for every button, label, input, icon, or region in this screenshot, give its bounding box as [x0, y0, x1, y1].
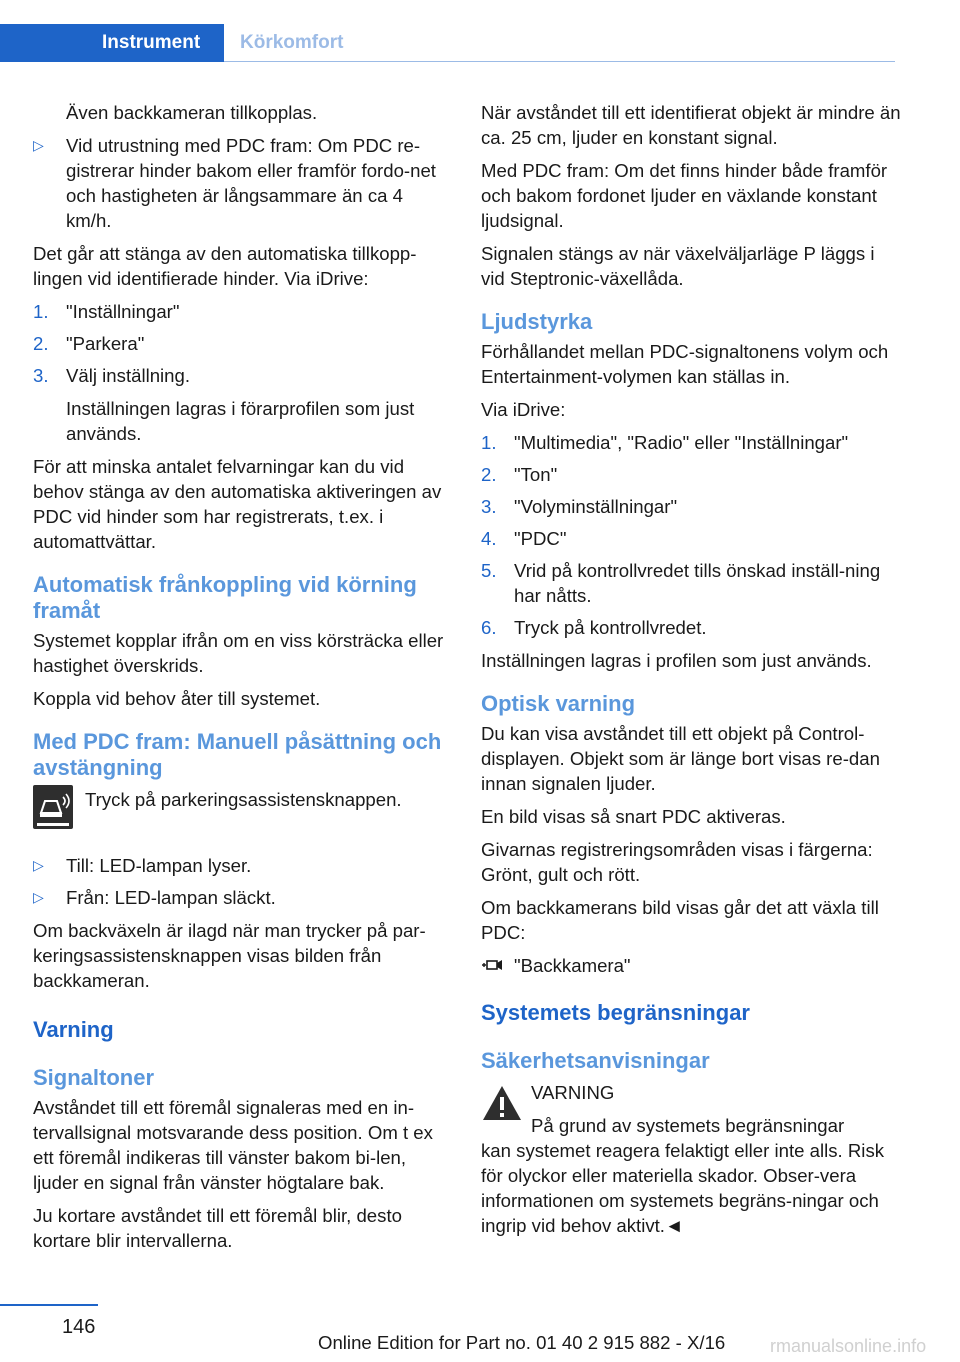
step-number: 4.: [481, 528, 497, 549]
parking-assist-button-icon: [33, 785, 73, 829]
list-item-text: "PDC": [514, 528, 567, 549]
paragraph: Avståndet till ett föremål signaleras med en in-tervallsignal motsvarande dess position. Om t ex ett föremål indikeras till vänster bakom bi-len, ljuder en signal från vänster högtalare bak.: [33, 1097, 433, 1193]
paragraph: Även backkameran tillkopplas.: [66, 102, 318, 123]
tab-instrument[interactable]: Instrument: [102, 32, 201, 53]
step-number: 2.: [33, 333, 49, 354]
list-item-text: "Multimedia", "Radio" eller "Inställningar": [514, 432, 849, 453]
triangle-bullet-icon: ▷: [33, 137, 44, 153]
paragraph: Via iDrive:: [481, 399, 566, 420]
list-item: [481, 558, 901, 608]
list-item: [481, 462, 901, 487]
section-heading: Varning: [33, 1017, 114, 1042]
list-item-text: "Parkera": [66, 333, 145, 354]
paragraph: En bild visas så snart PDC aktiveras.: [481, 806, 786, 827]
edition-note: Online Edition for Part no. 01 40 2 915 882 - X/16: [318, 1332, 726, 1353]
list-item: [481, 615, 901, 640]
paragraph: Om backväxeln är ilagd när man trycker på par-keringsassistensknappen visas bilden från backkameran.: [33, 920, 426, 991]
warning-triangle-icon: [481, 1084, 523, 1122]
warning-block: [481, 1080, 901, 1238]
paragraph: När avståndet till ett identifierat objekt är mindre än ca. 25 cm, ljuder en konstant signal.: [481, 102, 901, 148]
list-item-text: Till: LED-lampan lyser.: [66, 855, 252, 876]
tab-korkomfort[interactable]: [224, 24, 895, 62]
watermark: rmanualsonline.info: [770, 1336, 927, 1356]
section-heading: Signaltoner: [33, 1065, 155, 1090]
list-item: [481, 430, 901, 455]
paragraph: Ju kortare avståndet till ett föremål blir, desto kortare blir intervallerna.: [33, 1205, 402, 1251]
step-number: 1.: [33, 301, 49, 322]
list-item-text: Välj inställning.: [66, 365, 191, 386]
triangle-list: [33, 133, 451, 233]
left-column: [33, 100, 451, 1261]
paragraph: Signalen stängs av när växelväljarläge P läggs i vid Steptronic-växellåda.: [481, 243, 875, 289]
list-item-text: Från: LED-lampan släckt.: [66, 887, 276, 908]
step-number: 6.: [481, 617, 497, 638]
step-number: 1.: [481, 432, 497, 453]
list-item: [33, 363, 451, 388]
backup-camera-row: [481, 953, 901, 978]
paragraph: Förhållandet mellan PDC-signaltonens volym och Entertainment-volymen kan ställas in.: [481, 341, 889, 387]
warning-body: kan systemet reagera felaktigt eller inte alls. Risk för olyckor eller materiella skador. Obser-vera informationen om systemets begräns-ningar och ingrip vid behov aktivt.◄: [481, 1140, 885, 1236]
list-item: [33, 133, 451, 233]
step-number: 5.: [481, 560, 497, 581]
paragraph: Det går att stänga av den automatiska tillkopp-lingen vid identifierade hinder. Via iDrive:: [33, 243, 417, 289]
step-number: 3.: [33, 365, 49, 386]
step-note: Inställningen lagras i förarprofilen som just används.: [66, 398, 415, 444]
list-item: [481, 494, 901, 519]
list-item-text: "Inställningar": [66, 301, 180, 322]
paragraph: Du kan visa avståndet till ett objekt på Control-displayen. Objekt som är länge bort visas re-dan innan signalen ljuder.: [481, 723, 880, 794]
list-item-text: Tryck på kontrollvredet.: [514, 617, 707, 638]
paragraph: Med PDC fram: Om det finns hinder både framför och bakom fordonet ljuder en växlande konstant ljudsignal.: [481, 160, 888, 231]
footer-rule: [0, 1304, 98, 1306]
numbered-list: [33, 299, 451, 388]
paragraph: Inställningen lagras i profilen som just används.: [481, 650, 872, 671]
list-item: [33, 885, 451, 910]
list-item: [33, 853, 451, 878]
triangle-list: [33, 853, 451, 910]
list-item-text: "Ton": [514, 464, 558, 485]
section-heading: Säkerhetsanvisningar: [481, 1048, 710, 1073]
tab-korkomfort-label: Körkomfort: [240, 32, 344, 53]
section-heading: Optisk varning: [481, 691, 636, 716]
section-heading: Systemets begränsningar: [481, 1000, 750, 1025]
warning-line: På grund av systemets begränsningar: [531, 1115, 845, 1136]
list-item: [33, 331, 451, 356]
step-number: 2.: [481, 464, 497, 485]
list-item-text: "Volyminställningar": [514, 496, 678, 517]
paragraph: Koppla vid behov åter till systemet.: [33, 688, 321, 709]
triangle-bullet-icon: ▷: [33, 857, 44, 873]
backup-camera-icon: [481, 956, 503, 974]
list-item-text: Vrid på kontrollvredet tills önskad inställ-ning har nåtts.: [514, 560, 881, 606]
paragraph: Systemet kopplar ifrån om en viss körsträcka eller hastighet överskrids.: [33, 630, 444, 676]
page-header: [0, 0, 895, 62]
icon-description: Tryck på parkeringsassistensknappen.: [85, 789, 402, 810]
paragraph: Givarnas registreringsområden visas i färgerna: Grönt, gult och rött.: [481, 839, 873, 885]
section-heading: Automatisk frånkoppling vid körning framåt: [33, 572, 417, 623]
numbered-list: [481, 430, 901, 640]
page-number: 146: [62, 1316, 96, 1338]
paragraph: För att minska antalet felvarningar kan du vid behov stänga av den automatiska aktiveringen av PDC vid hinder som har registrerats, t.ex. i automattvättar.: [33, 456, 442, 552]
icon-description: "Backkamera": [514, 955, 631, 976]
list-item-text: Vid utrustning med PDC fram: Om PDC re-gistrerar hinder bakom eller framför fordo-net och hastigheten är långsammare än ca 4 km/h.: [66, 135, 436, 231]
list-item: [481, 526, 901, 551]
pdc-button-row: [33, 785, 451, 833]
triangle-bullet-icon: ▷: [33, 889, 44, 905]
warning-title: VARNING: [531, 1082, 615, 1103]
step-number: 3.: [481, 496, 497, 517]
right-column: [481, 100, 901, 1238]
list-item: [33, 299, 451, 324]
paragraph: Om backkamerans bild visas går det att växla till PDC:: [481, 897, 879, 943]
section-heading: Ljudstyrka: [481, 309, 593, 334]
section-heading: Med PDC fram: Manuell påsättning och avstängning: [33, 729, 442, 780]
